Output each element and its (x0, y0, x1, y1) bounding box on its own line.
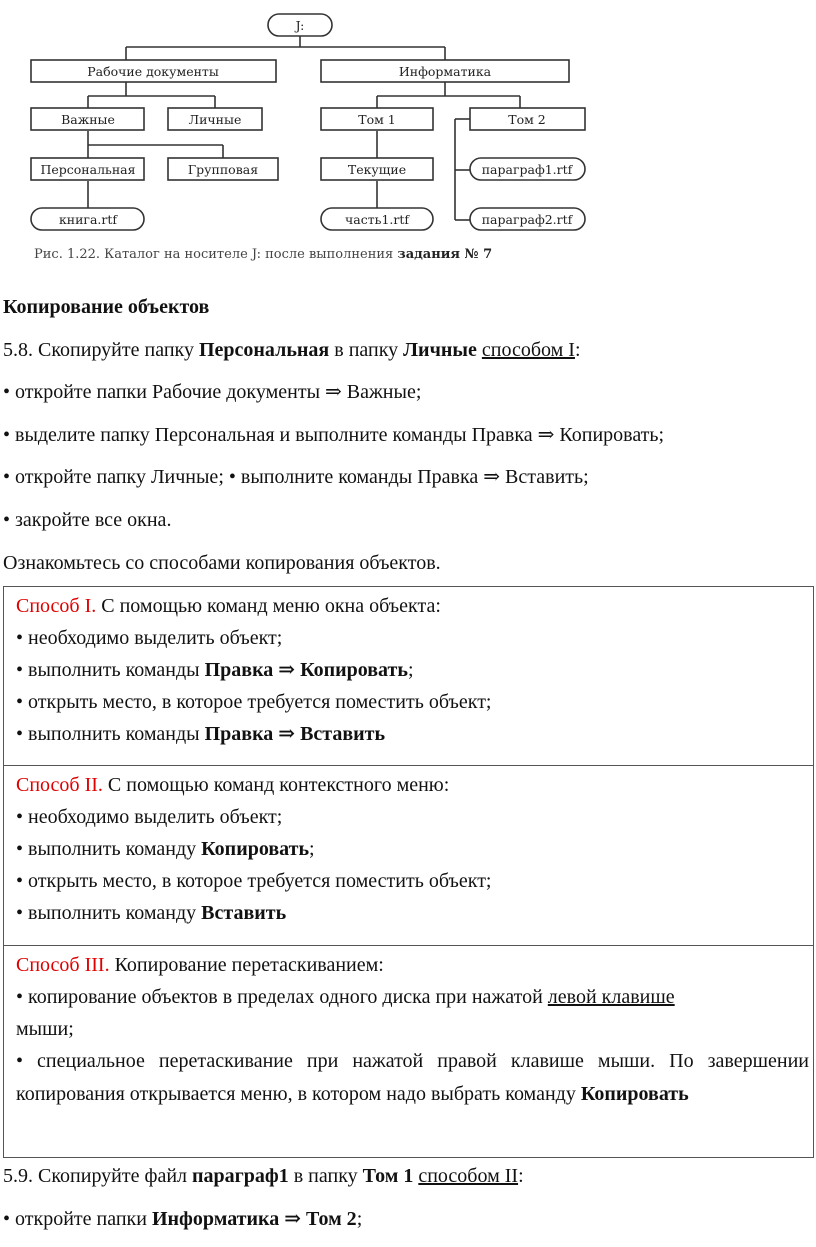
step-5-8-4: • закройте все окна. (3, 509, 172, 531)
method-3-line-1 (16, 985, 675, 1009)
method-2-title: Способ II. (16, 774, 103, 796)
method-2-cell (3, 765, 814, 946)
method-3-line-2-text: • специальное перетаскивание при нажатой правой клавише мыши. По завершении копирования открывается меню, в котором надо выбрать команду (16, 1050, 809, 1105)
task-5-8-method: способом I (481, 339, 575, 361)
method-3-line-2 (16, 1045, 809, 1111)
method-3-line-2-bold: Копировать (580, 1083, 689, 1105)
task-5-9-target: Том 1 (362, 1165, 414, 1187)
node-chast1-label: часть1.rtf (345, 212, 409, 227)
task-5-9-file: параграф1 (192, 1165, 289, 1187)
method-3-line-1-cont: мыши; (16, 1018, 74, 1040)
step-5-9-1-post: ; (356, 1208, 363, 1230)
node-kniga-label: книга.rtf (58, 212, 118, 227)
method-1-line-3: • открыть место, в которое требуется поместить объект; (16, 691, 492, 713)
step-5-8-1: • откройте папки Рабочие документы ⇒ Важные; (3, 381, 422, 403)
figure-caption (34, 247, 492, 262)
task-5-8-num: 5.8. Скопируйте папку (3, 339, 199, 361)
method-2-title-line (16, 773, 449, 797)
method-2-desc: С помощью команд контекстного меню: (102, 774, 450, 796)
node-paragraf1-label: параграф1.rtf (481, 162, 573, 177)
method-3-title: Способ III. (16, 954, 110, 976)
task-5-8-folder: Персональная (198, 339, 330, 361)
method-1-line-2-bold: Правка ⇒ Копировать (204, 659, 408, 681)
node-tom1-label: Том 1 (358, 112, 396, 127)
method-1-line-2-post: ; (407, 659, 414, 681)
method-1-desc: С помощью команд меню окна объекта: (96, 595, 441, 617)
task-5-9 (3, 1164, 524, 1188)
task-5-8 (3, 338, 581, 362)
method-1-line-2 (16, 658, 414, 682)
method-2-line-4-bold: Вставить (201, 902, 287, 924)
node-informatika-label: Информатика (398, 64, 492, 79)
method-2-line-2-pre: • выполнить команду (16, 838, 202, 860)
method-1-line-2-pre: • выполнить команды (16, 659, 205, 681)
step-5-8-2: • выделите папку Персональная и выполните команды Правка ⇒ Копировать; (3, 424, 665, 446)
method-1-title-line (16, 594, 441, 618)
method-2-line-2-bold: Копировать (201, 838, 310, 860)
method-1-line-4-bold: Правка ⇒ Вставить (204, 723, 386, 745)
node-tekushchie-label: Текущие (347, 162, 407, 177)
section-heading (3, 295, 209, 319)
node-gruppovaya-label: Групповая (187, 162, 259, 177)
node-root-label: J: (295, 18, 305, 33)
method-3-line-1-underlined: левой клавише (547, 986, 675, 1008)
method-2-line-4 (16, 901, 286, 925)
caption-bold: задания № 7 (397, 247, 493, 262)
task-5-9-num: 5.9. Скопируйте файл (3, 1165, 193, 1187)
method-3-cell (3, 945, 814, 1158)
method-2-line-1: • необходимо выделить объект; (16, 806, 283, 828)
task-5-9-colon: : (518, 1165, 524, 1187)
step-5-9-1 (3, 1207, 362, 1231)
step-5-8-3: • откройте папку Личные; • выполните команды Правка ⇒ Вставить; (3, 466, 589, 488)
caption-main: Рис. 1.22. Каталог на носителе J: после выполнения (34, 247, 394, 262)
method-2-line-2-post: ; (309, 838, 315, 860)
node-paragraf2-label: параграф2.rtf (481, 212, 573, 227)
method-1-line-4-pre: • выполнить команды (16, 723, 205, 745)
section-heading-text: Копирование объектов (3, 296, 210, 318)
method-1-cell (3, 586, 814, 766)
node-lichnye-label: Личные (188, 112, 242, 127)
method-2-line-4-pre: • выполнить команду (16, 902, 202, 924)
method-3-line-1-pre: • копирование объектов в пределах одного диска при нажатой (16, 986, 548, 1008)
task-5-9-method: способом II (418, 1165, 519, 1187)
folder-tree-diagram (0, 0, 816, 275)
method-2-line-3: • открыть место, в которое требуется поместить объект; (16, 870, 492, 892)
task-5-9-mid: в папку (288, 1165, 363, 1187)
task-5-8-target: Личные (403, 339, 477, 361)
method-3-title-line (16, 953, 384, 977)
task-5-8-mid: в папку (329, 339, 404, 361)
node-rabochie-label: Рабочие документы (87, 64, 219, 79)
step-5-9-1-bold: Информатика ⇒ Том 2 (151, 1208, 357, 1230)
node-personalnaya-label: Персональная (40, 162, 136, 177)
node-vazhnye-label: Важные (61, 112, 115, 127)
method-1-title: Способ I. (16, 595, 97, 617)
step-5-9-1-pre: • откройте папки (3, 1208, 152, 1230)
intro-text: Ознакомьтесь со способами копирования объектов. (3, 552, 441, 574)
method-1-line-4 (16, 722, 385, 746)
task-5-8-colon: : (574, 339, 581, 361)
method-2-line-2 (16, 837, 315, 861)
method-3-desc: Копирование перетаскиванием: (109, 954, 384, 976)
node-tom2-label: Том 2 (508, 112, 546, 127)
method-1-line-1: • необходимо выделить объект; (16, 627, 283, 649)
